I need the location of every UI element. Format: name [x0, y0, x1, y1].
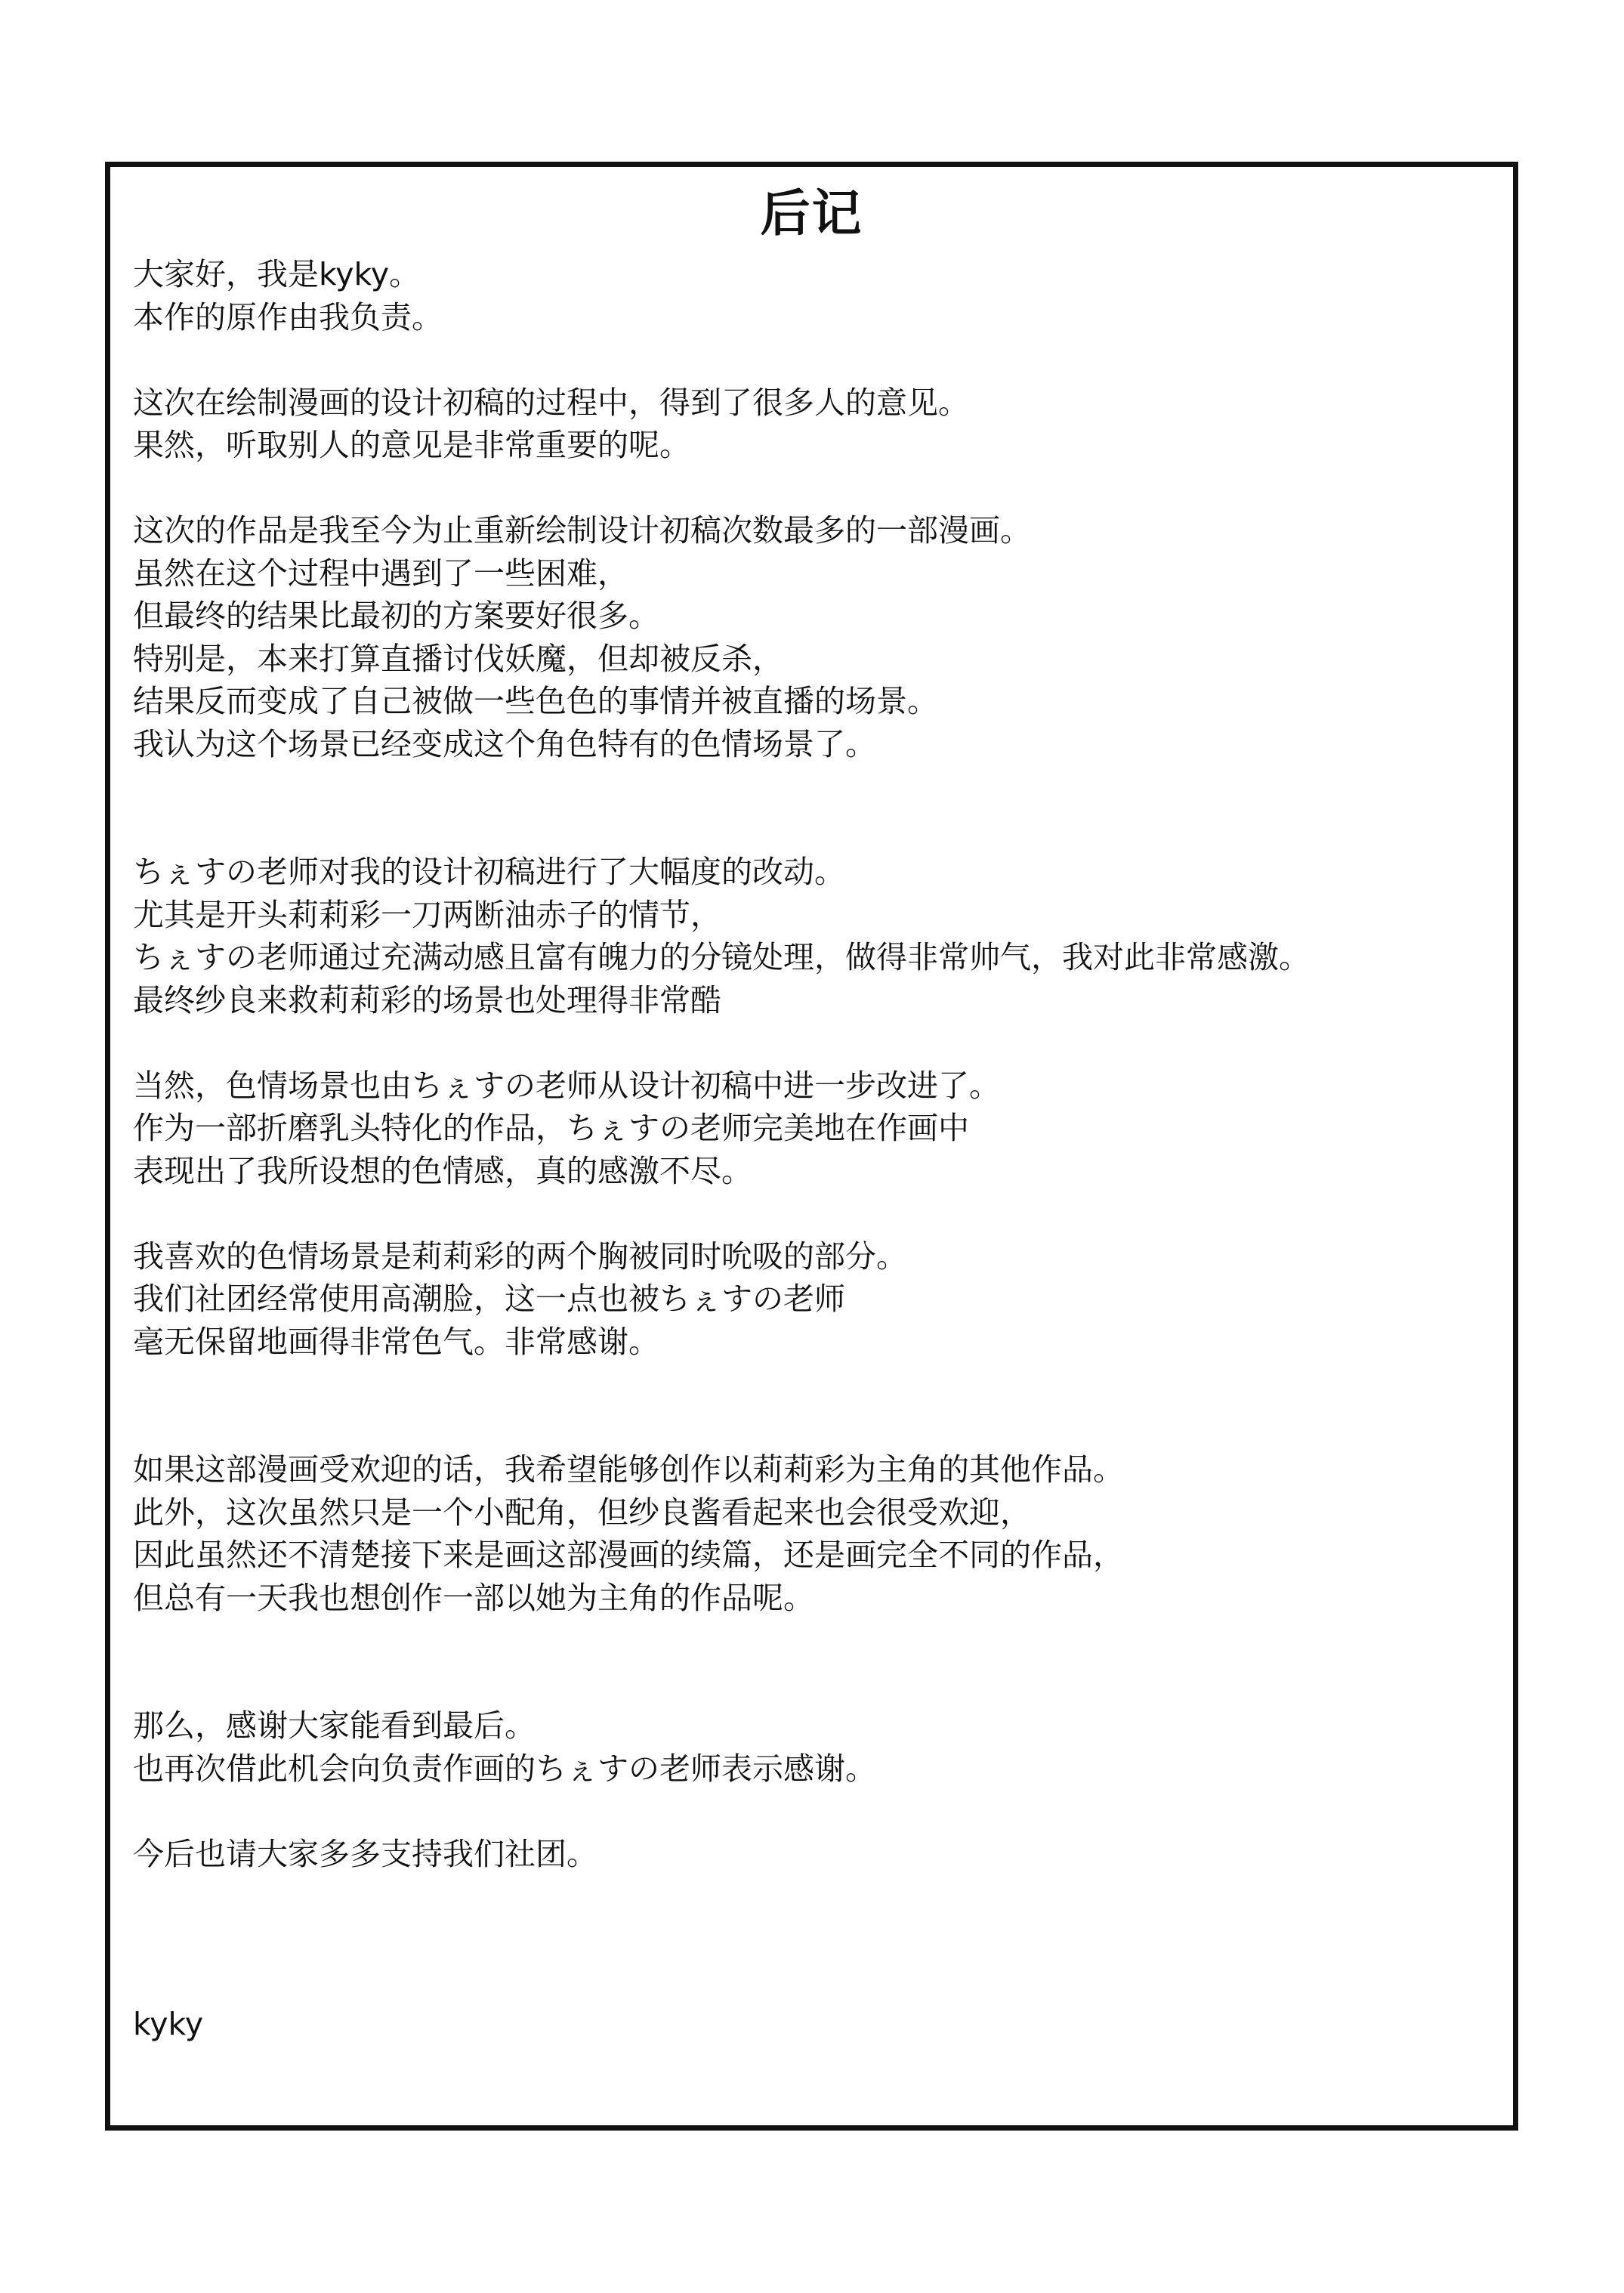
- signature: [133, 2003, 1490, 2046]
- paragraph-thanks: [133, 1704, 1490, 1790]
- page-title: 后记: [760, 184, 863, 243]
- text-line: 但最终的结果比最初的方案要好很多。: [133, 598, 659, 634]
- afterword-frame: [105, 162, 1518, 2131]
- paragraph-future-works: [133, 1448, 1490, 1619]
- text-line: 今后也请大家多多支持我们社团。: [133, 1835, 597, 1872]
- text-line: ちぇすの老师对我的设计初稿进行了大幅度的改动。: [133, 854, 845, 890]
- text-line: 也再次借此机会向负责作画的ちぇすの老师表示感谢。: [133, 1750, 876, 1787]
- paragraph-redraws: [133, 509, 1490, 765]
- text-line: ちぇすの老师通过充满动感且富有魄力的分镜处理，做得非常帅气，我对此非常感激。: [133, 939, 1310, 975]
- text-line: 但总有一天我也想创作一部以她为主角的作品呢。: [133, 1579, 814, 1616]
- text-line: 特别是，本来打算直播讨伐妖魔，但却被反杀，: [133, 640, 783, 677]
- paragraph-greeting: [133, 253, 1490, 338]
- paragraph-support: [133, 1833, 1490, 1876]
- text-line: 这次在绘制漫画的设计初稿的过程中，得到了很多人的意见。: [133, 384, 969, 421]
- text-line: 因此虽然还不清楚接下来是画这部漫画的续篇，还是画完全不同的作品，: [133, 1537, 1124, 1573]
- author-signature: kyky: [133, 2006, 204, 2042]
- text-line: 本作的原作由我负责。: [133, 298, 443, 335]
- text-line: 虽然在这个过程中遇到了一些困难，: [133, 555, 628, 592]
- text-line: 当然，色情场景也由ちぇすの老师从设计初稿中进一步改进了。: [133, 1067, 1000, 1104]
- paragraph-improvements: [133, 1065, 1490, 1193]
- text-line: 尤其是开头莉莉彩一刀两断油赤子的情节，: [133, 896, 721, 933]
- text-line: 果然，听取别人的意见是非常重要的呢。: [133, 427, 690, 463]
- text-line: 我们社团经常使用高潮脸，这一点也被ちぇすの老师: [133, 1281, 845, 1317]
- text-line: 作为一部折磨乳头特化的作品，ちぇすの老师完美地在作画中: [133, 1110, 969, 1146]
- text-line: 结果反而变成了自己被做一些色色的事情并被直播的场景。: [133, 683, 938, 719]
- text-line: 我认为这个场景已经变成这个角色特有的色情场景了。: [133, 725, 876, 762]
- text-line: 我喜欢的色情场景是莉莉彩的两个胸被同时吮吸的部分。: [133, 1238, 907, 1275]
- text-line: 那么，感谢大家能看到最后。: [133, 1707, 536, 1744]
- afterword-body: [133, 253, 1490, 2046]
- paragraph-artist-changes: [133, 851, 1490, 1021]
- text-line: 如果这部漫画受欢迎的话，我希望能够创作以莉莉彩为主角的其他作品。: [133, 1451, 1124, 1488]
- paragraph-feedback: [133, 382, 1490, 467]
- text-line: 表现出了我所设想的色情感，真的感激不尽。: [133, 1152, 752, 1189]
- paragraph-favorite-scene: [133, 1235, 1490, 1364]
- text-line: 最终纱良来救莉莉彩的场景也处理得非常酷: [133, 981, 721, 1018]
- text-line: 大家好，我是kyky。: [133, 256, 421, 292]
- text-line: 毫无保留地画得非常色气。非常感谢。: [133, 1323, 659, 1360]
- text-line: 此外，这次虽然只是一个小配角，但纱良酱看起来也会很受欢迎，: [133, 1494, 1031, 1531]
- text-line: 这次的作品是我至今为止重新绘制设计初稿次数最多的一部漫画。: [133, 512, 1031, 549]
